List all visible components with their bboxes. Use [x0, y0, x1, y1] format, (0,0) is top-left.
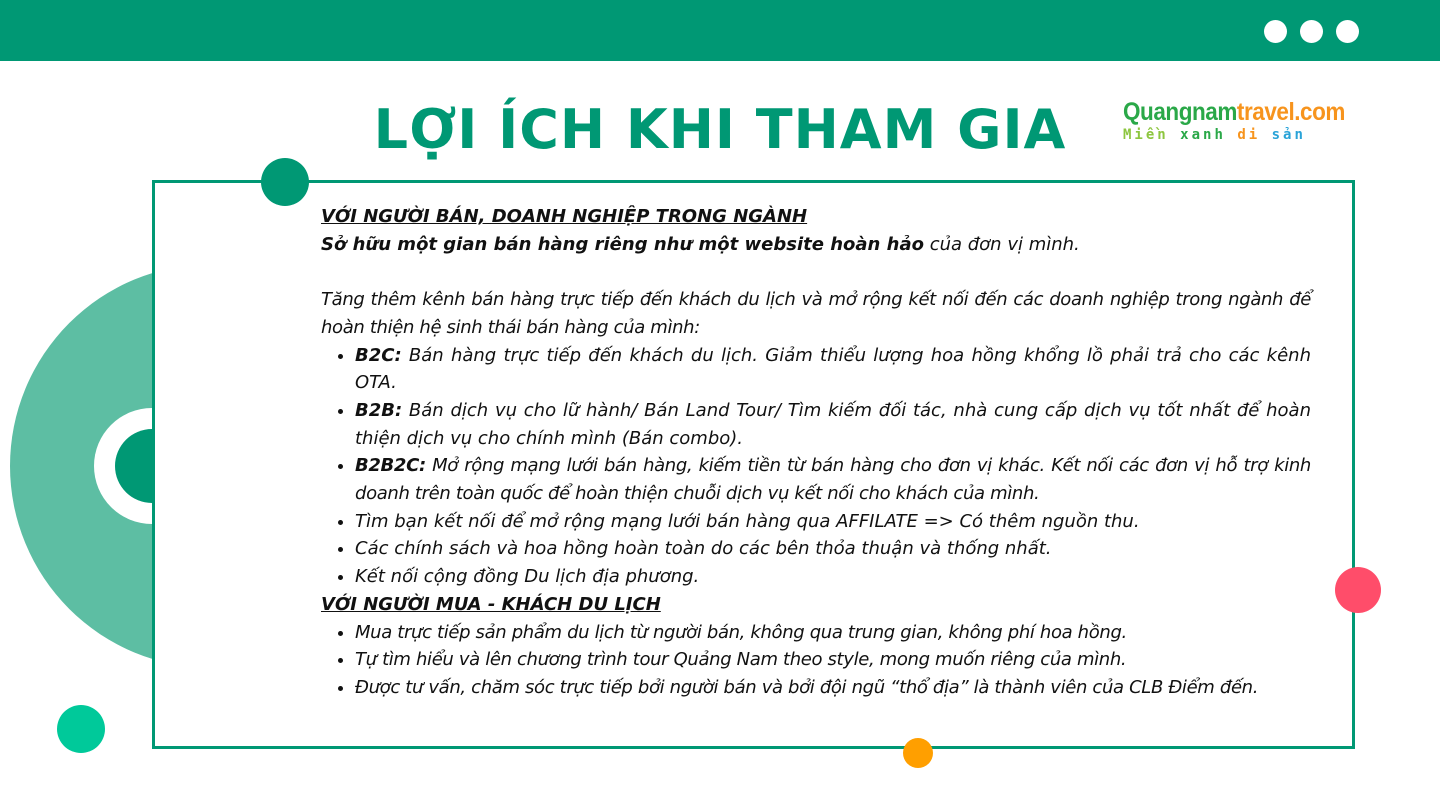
- orange-dot: [900, 735, 936, 771]
- list-item: • B2B2C: Mở rộng mạng lưới bán hàng, kiếm tiền từ bán hàng cho đơn vị khác. Kết nối các đơn vị hỗ trợ kinh doanh trên toàn quốc để hoàn thiện chuỗi dịch vụ kết nối cho khách của mình.: [355, 452, 1311, 507]
- list-item: • Mua trực tiếp sản phẩm du lịch từ người bán, không qua trung gian, không phí hoa hồng.: [355, 619, 1311, 647]
- window-dot-3: [1336, 20, 1359, 43]
- sellers-list: [321, 342, 1311, 591]
- card-top-dot: [258, 156, 312, 210]
- red-dot: [1333, 565, 1383, 615]
- logo-tagline: Miền xanh di sản: [1123, 127, 1306, 143]
- teal-dot: [57, 705, 105, 753]
- page-title: LỢI ÍCH KHI THAM GIA: [373, 98, 1067, 161]
- buyers-list: [321, 619, 1311, 702]
- list-item: • Được tư vấn, chăm sóc trực tiếp bởi người bán và bởi đội ngũ “thổ địa” là thành viên của CLB Điểm đến.: [355, 674, 1311, 702]
- sellers-heading: VỚI NGƯỜI BÁN, DOANH NGHIỆP TRONG NGÀNH: [321, 206, 808, 227]
- brand-logo[interactable]: [1123, 98, 1345, 143]
- list-item: • Tìm bạn kết nối để mở rộng mạng lưới bán hàng qua AFFILATE => Có thêm nguồn thu.: [355, 508, 1311, 536]
- sellers-intro: Sở hữu một gian bán hàng riêng như một website hoàn hảo của đơn vị mình.: [321, 233, 1080, 255]
- list-item: • Các chính sách và hoa hồng hoàn toàn do các bên thỏa thuận và thống nhất.: [355, 535, 1311, 563]
- sellers-paragraph: Tăng thêm kênh bán hàng trực tiếp đến khách du lịch và mở rộng kết nối đến các doanh nghiệp trong ngành để hoàn thiện hệ sinh thái bán hàng của mình:: [321, 289, 1311, 338]
- list-item: • B2B: Bán dịch vụ cho lữ hành/ Bán Land Tour/ Tìm kiếm đối tác, nhà cung cấp dịch vụ tốt nhất để hoàn thiện dịch vụ cho chính mình (Bán combo).: [355, 397, 1311, 452]
- list-item: • Tự tìm hiểu và lên chương trình tour Quảng Nam theo style, mong muốn riêng của mình.: [355, 646, 1311, 674]
- logo-wordmark: Quangnamtravel.com: [1123, 98, 1345, 126]
- benefits-content: [321, 203, 1311, 702]
- window-dot-1: [1264, 20, 1287, 43]
- buyers-heading: VỚI NGƯỜI MUA - KHÁCH DU LỊCH: [321, 593, 661, 615]
- list-item: • B2C: Bán hàng trực tiếp đến khách du lịch. Giảm thiểu lượng hoa hồng khổng lồ phải trả cho các kênh OTA.: [355, 342, 1311, 397]
- list-item: • Kết nối cộng đồng Du lịch địa phương.: [355, 563, 1311, 591]
- window-dot-2: [1300, 20, 1323, 43]
